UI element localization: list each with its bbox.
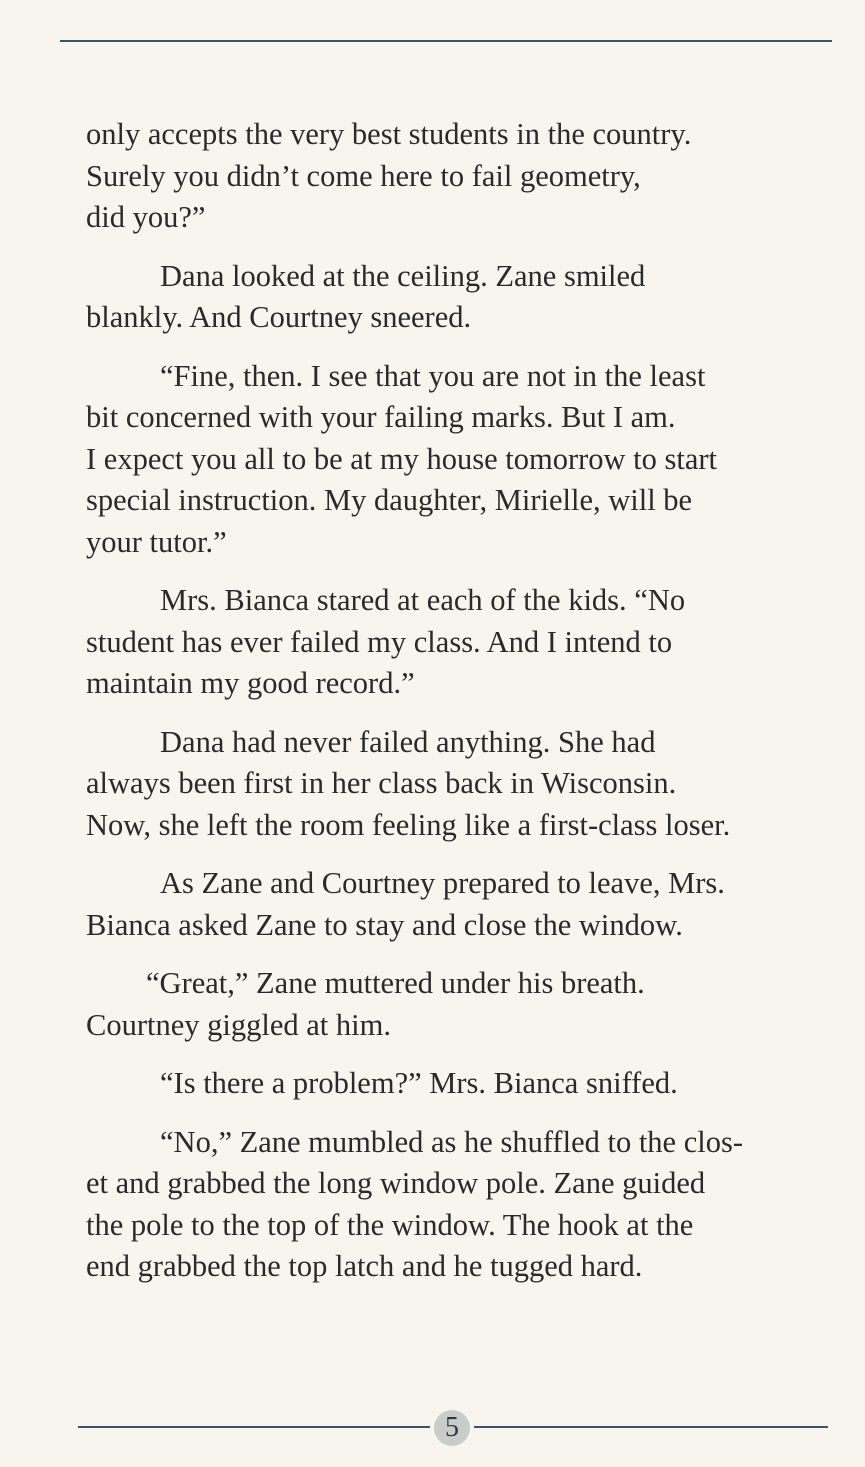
text-line: Dana had never failed anything. She had [160,724,656,759]
paragraph [86,256,831,339]
text-line: “No,” Zane mumbled as he shuffled to the clos- [160,1124,743,1159]
text-line: maintain my good record.” [86,666,415,700]
footer-rule-right [474,1426,828,1428]
text-line: et and grabbed the long window pole. Zane guided [86,1166,706,1200]
text-line: always been first in her class back in Wisconsin. [86,766,677,800]
text-line: I expect you all to be at my house tomorrow to start [86,441,718,476]
text-line: Courtney giggled at him. [86,1007,391,1042]
body-text [86,114,831,1305]
text-line: As Zane and Courtney prepared to leave, Mrs. [160,866,725,900]
text-line: “Is there a problem?” Mrs. Bianca sniffed. [160,1066,678,1100]
text-line: Surely you didn’t come here to fail geometry, [86,158,641,193]
text-line: Bianca asked Zane to stay and close the window. [86,907,683,942]
paragraph [86,114,831,239]
text-line: Dana looked at the ceiling. Zane smiled [160,258,646,293]
paragraph [86,580,831,705]
page-footer [78,1410,828,1450]
text-line: Now, she left the room feeling like a first-class loser. [86,807,731,842]
text-line: the pole to the top of the window. The hook at the [86,1207,694,1242]
text-line: “Fine, then. I see that you are not in the least [160,358,706,393]
paragraph [86,963,831,1046]
header-rule [60,40,832,42]
paragraph [86,1122,831,1288]
text-line: blankly. And Courtney sneered. [86,300,472,334]
paragraph [86,722,831,847]
text-line: bit concerned with your failing marks. But I am. [86,400,676,434]
paragraph [86,356,831,564]
footer-rule-left [78,1426,430,1428]
text-line: student has ever failed my class. And I intend to [86,624,673,659]
text-line: end grabbed the top latch and he tugged hard. [86,1249,643,1283]
text-line: “Great,” Zane muttered under his breath. [146,966,645,1000]
page-number: 5 [434,1410,470,1446]
paragraph [86,1063,831,1105]
text-line: special instruction. My daughter, Mirielle, will be [86,483,693,517]
text-line: did you?” [86,200,206,234]
text-line: Mrs. Bianca stared at each of the kids. “No [160,583,686,617]
paragraph [86,863,831,946]
text-line: only accepts the very best students in the country. [86,117,692,151]
text-line: your tutor.” [86,524,227,559]
